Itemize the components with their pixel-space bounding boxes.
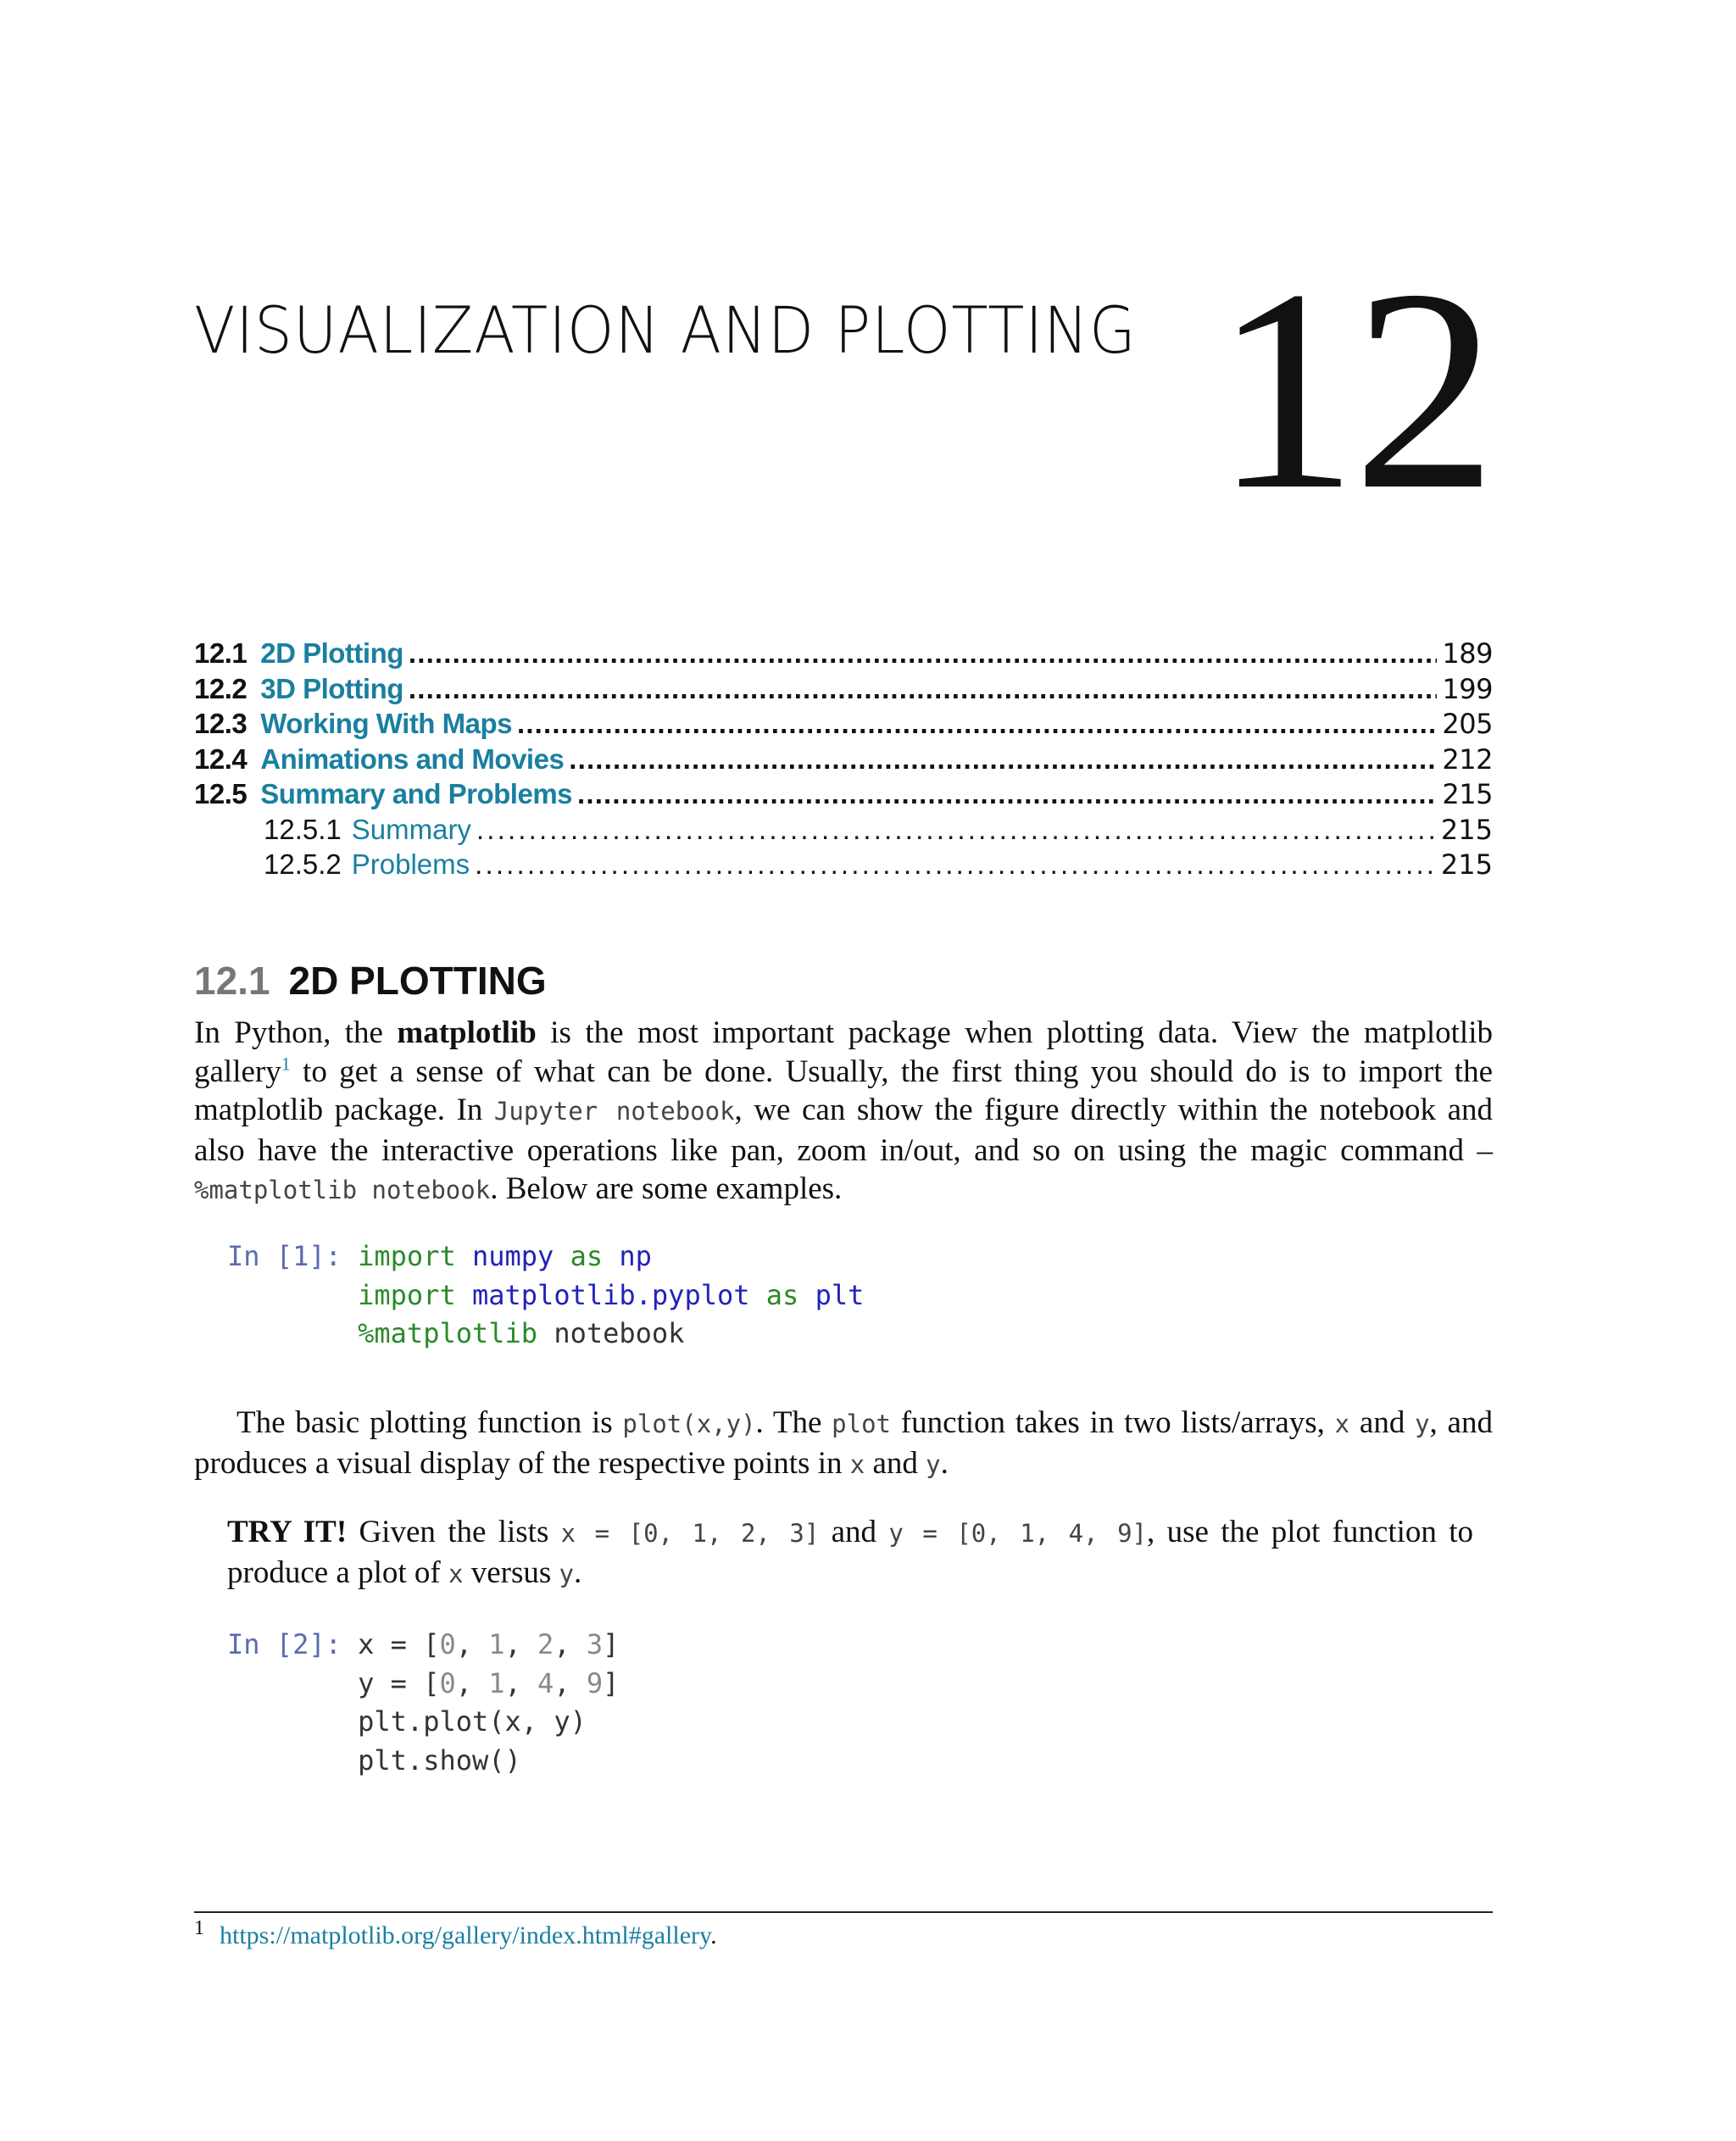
footnote-mark: 1	[194, 1917, 204, 1939]
try-it-label: TRY IT!	[227, 1515, 348, 1549]
code-text: ,	[455, 1628, 489, 1660]
toc-entry-link[interactable]: Summary and Problems	[260, 778, 573, 809]
section-heading	[194, 958, 547, 1004]
inline-code: x = [0, 1, 2, 3]	[560, 1519, 820, 1548]
toc-entry-page: 215	[1440, 813, 1493, 846]
code-keyword: as	[765, 1278, 799, 1311]
code-text: ,	[455, 1666, 489, 1699]
code-number: 0	[439, 1666, 456, 1699]
toc-entry-number: 12.5.1	[264, 813, 342, 845]
inline-code: x	[448, 1559, 464, 1588]
plot-function-paragraph	[194, 1404, 1493, 1484]
code-number: 1	[488, 1666, 505, 1699]
code-number: 0	[439, 1628, 456, 1660]
toc-leader-dots	[517, 708, 1437, 740]
toc-entry[interactable]	[194, 637, 1493, 673]
code-text: y = [	[358, 1666, 440, 1699]
code-keyword: as	[570, 1240, 604, 1272]
toc-leader-dots	[409, 637, 1438, 670]
table-of-contents	[194, 637, 1493, 884]
toc-entry-page: 212	[1442, 742, 1493, 776]
inline-code: y	[926, 1449, 941, 1479]
text-run: is the most important package when plotting data. View the matplotlib gallery	[194, 1015, 1493, 1089]
text-run: , use the plot function to produce a plot of	[227, 1515, 1473, 1590]
code-text: ,	[504, 1628, 538, 1660]
text-run: function takes in two lists/arrays,	[891, 1405, 1335, 1440]
code-cell-1	[227, 1237, 864, 1354]
toc-entry-link[interactable]: Working With Maps	[260, 708, 512, 739]
code-number: 4	[537, 1666, 554, 1699]
toc-entry-page: 215	[1442, 778, 1493, 810]
toc-leader-dots	[577, 778, 1437, 810]
text-run: .	[573, 1554, 582, 1590]
toc-leader-dots	[476, 814, 1436, 846]
toc-entry[interactable]	[194, 743, 1493, 779]
text-run: and	[865, 1445, 926, 1481]
footnote-divider	[194, 1911, 1493, 1913]
code-text: ]	[603, 1628, 620, 1660]
toc-entry-number: 12.2	[194, 672, 248, 704]
toc-subentry[interactable]	[194, 814, 1493, 849]
code-module: numpy	[471, 1240, 554, 1272]
toc-entry-link[interactable]: 2D Plotting	[260, 637, 403, 669]
toc-entry-page: 199	[1442, 672, 1493, 705]
chapter-title: VISUALIZATION AND PLOTTING	[194, 292, 1137, 368]
inline-code: plot	[832, 1410, 891, 1438]
text-run: versus	[463, 1554, 559, 1590]
code-magic: %matplotlib	[358, 1317, 538, 1349]
toc-entry-page: 189	[1442, 637, 1493, 670]
toc-entry-link[interactable]: Problems	[351, 848, 470, 880]
code-text: ]	[603, 1666, 620, 1699]
text-run: Given the lists	[347, 1515, 561, 1549]
toc-entry-link[interactable]: Animations and Movies	[260, 742, 565, 775]
toc-leader-dots	[569, 743, 1437, 776]
input-prompt: In [2]:	[227, 1628, 342, 1660]
inline-code: y	[559, 1559, 574, 1588]
code-number: 3	[586, 1628, 604, 1660]
text-run: and	[819, 1515, 889, 1549]
inline-code: x	[849, 1449, 865, 1479]
text-run: In Python, the	[194, 1015, 398, 1050]
code-number: 1	[488, 1628, 505, 1660]
code-cell-2	[227, 1626, 619, 1780]
toc-entry-link[interactable]: 3D Plotting	[260, 672, 403, 704]
code-module: plt	[815, 1278, 865, 1311]
try-it-box	[227, 1513, 1473, 1593]
code-text: ,	[504, 1666, 538, 1699]
toc-entry[interactable]	[194, 708, 1493, 743]
code-module: np	[619, 1240, 652, 1272]
section-number: 12.1	[194, 959, 270, 1003]
toc-entry-number: 12.4	[194, 742, 248, 775]
inline-code: y = [0, 1, 4, 9]	[888, 1519, 1148, 1548]
footnote-reference[interactable]: 1	[281, 1053, 291, 1075]
code-module: matplotlib.pyplot	[471, 1278, 750, 1311]
code-text: ,	[554, 1628, 587, 1660]
code-argument: notebook	[554, 1317, 685, 1349]
text-run: . The	[755, 1405, 832, 1440]
toc-entry-page: 205	[1442, 708, 1493, 740]
bold-term: matplotlib	[397, 1015, 537, 1050]
text-run: .	[940, 1445, 949, 1481]
toc-entry[interactable]	[194, 673, 1493, 709]
toc-entry-number: 12.5	[194, 778, 248, 809]
inline-code: y	[1415, 1410, 1430, 1438]
toc-entry-page: 215	[1440, 848, 1493, 881]
text-run: , and produces a visual display of the respective points in	[194, 1405, 1493, 1481]
code-text: ,	[554, 1666, 587, 1699]
code-text: x = [	[358, 1628, 440, 1660]
toc-entry-number: 12.5.2	[264, 848, 342, 880]
footnote	[194, 1917, 717, 1950]
inline-code: plot(x,y)	[622, 1410, 756, 1438]
toc-entry-number: 12.3	[194, 708, 248, 739]
inline-code: Jupyter notebook	[493, 1097, 735, 1126]
inline-code: x	[1334, 1410, 1350, 1438]
code-number: 2	[537, 1628, 554, 1660]
toc-entry-link[interactable]: Summary	[351, 813, 471, 845]
inline-code: %matplotlib notebook	[194, 1176, 491, 1204]
toc-leader-dots	[409, 673, 1438, 705]
footnote-end: .	[710, 1921, 717, 1949]
code-text: plt.plot(x, y)	[358, 1705, 587, 1738]
section-title: 2D PLOTTING	[288, 959, 547, 1003]
code-keyword: import	[358, 1240, 456, 1272]
code-keyword: import	[358, 1278, 456, 1311]
code-number: 9	[586, 1666, 604, 1699]
text-run: and	[1349, 1405, 1416, 1440]
footnote-link[interactable]: https://matplotlib.org/gallery/index.html#gallery	[220, 1921, 711, 1949]
text-run: to get a sense of what can be done. Usually, the first thing you should do is to import the matplotlib package. In	[194, 1054, 1493, 1127]
code-text: plt.show()	[358, 1743, 521, 1777]
toc-leader-dots	[475, 848, 1436, 881]
input-prompt: In [1]:	[227, 1240, 342, 1272]
text-run: The basic plotting function is	[236, 1405, 623, 1440]
text-run: , we can show the figure directly within the notebook and also have the interactive operations like pan, zoom in/out, and so on using the magic command –	[194, 1093, 1493, 1168]
toc-subentry[interactable]	[194, 848, 1493, 884]
toc-entry[interactable]	[194, 778, 1493, 814]
chapter-number: 12	[1214, 230, 1492, 549]
toc-entry-number: 12.1	[194, 637, 248, 669]
text-run: . Below are some examples.	[490, 1171, 843, 1206]
intro-paragraph	[194, 1014, 1493, 1210]
